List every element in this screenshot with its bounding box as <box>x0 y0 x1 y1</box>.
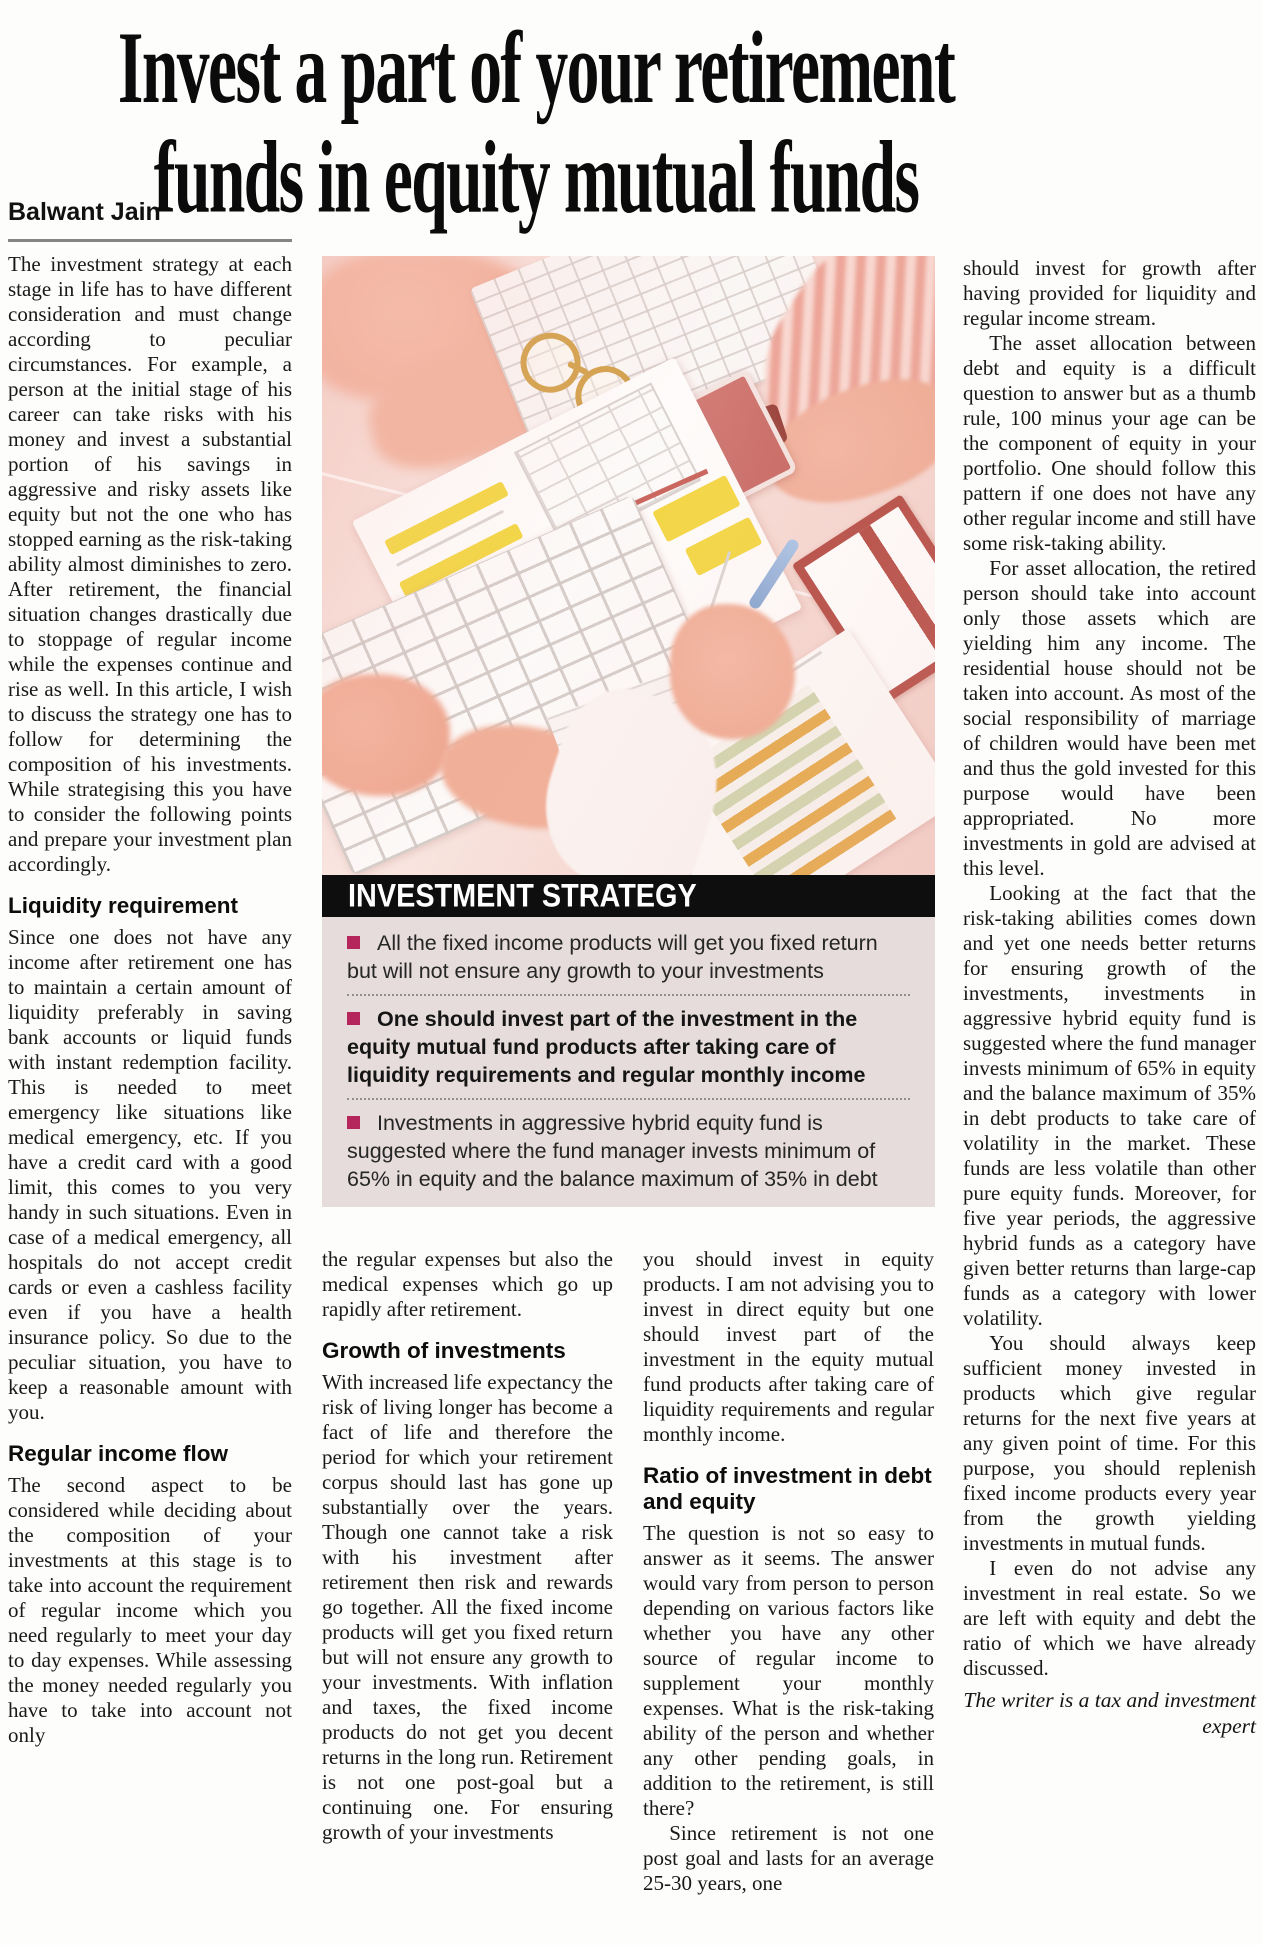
writer-credit: The writer is a tax and investment expert <box>963 1688 1256 1738</box>
strategy-box <box>322 917 935 1207</box>
paragraph: Since retirement is not one post goal and lasts for an average 25-30 years, one <box>643 1821 934 1895</box>
paragraph: The second aspect to be considered while deciding about the composition of your investments at this stage is to take into account the requirement of regular income which you need regularly to meet your day to day expenses. While assessing the money needed regularly you have to take into account not only <box>8 1473 292 1747</box>
paragraph: should invest for growth after having provided for liquidity and regular income stream. <box>963 256 1256 330</box>
paragraph: The asset allocation between debt and equity is a difficult question to answer but as a thumb rule, 100 minus your age can be the component of equity in your portfolio. One should follow this pattern if one does not have any other regular income and still have some risk-taking ability. <box>963 331 1256 555</box>
article-photo <box>322 256 935 875</box>
paragraph: For asset allocation, the retired person should take into account only those assets which are yielding him any income. The residential house should not be taken into account. As most of the social responsibility of marriage of children would have been met and thus the gold invested for this purpose would have been appropriated. No more investments in gold are advised at this level. <box>963 556 1256 880</box>
paragraph: you should invest in equity products. I am not advising you to invest in direct equity but one should invest part of the investment in the equity mutual fund products after taking care of liquidity requirements and regular monthly income. <box>643 1247 934 1446</box>
column-1 <box>8 198 292 1748</box>
article-title-line1: Invest a part of your retirement <box>117 11 955 126</box>
article-title-line2: funds in equity mutual funds <box>153 121 919 235</box>
paragraph: With increased life expectancy the risk of living longer has become a fact of life and therefore the period for which your retirement corpus should last has gone up substantially over the years. Though one cannot take a risk with his investment after retirement then risk and rewards go together. All the fixed income products will get you fixed return but will not ensure any growth to your investments. With inflation and taxes, the fixed income products do not get you decent returns in the long run. Retirement is not one post-goal but a continuing one. For ensuring growth of your investments <box>322 1370 613 1844</box>
dotted-separator <box>347 994 910 996</box>
section-heading-ratio: Ratio of investment in debt and equity <box>643 1463 932 1514</box>
strategy-bullet-2-text: One should invest part of the investment in the equity mutual fund products after taking care of liquidity requirements and regular monthly income <box>347 1007 866 1087</box>
paragraph: The investment strategy at each stage in life has to have different consideration and must change according to peculiar circumstances. For example, a person at the initial stage of his career can take risks with his money and invest a substantial portion of his savings in aggressive and risky assets like equity but not the one who has stopped earning as the risk-taking ability almost diminishes to zero. After retirement, the financial situation changes drastically due to stoppage of regular income while the expenses continue and rise as well. In this article, I wish to discuss the strategy one has to follow for determining the composition of his investments. While strategising this you have to consider the following points and prepare your investment plan accordingly. <box>8 252 292 876</box>
strategy-header-title: INVESTMENT STRATEGY <box>348 877 697 914</box>
byline-rule <box>8 239 292 242</box>
photo-hand-holding-pen <box>670 604 795 739</box>
paragraph: the regular expenses but also the medical expenses which go up rapidly after retirement. <box>322 1247 613 1321</box>
dotted-separator <box>347 1098 910 1100</box>
strategy-bullet-3-text: Investments in aggressive hybrid equity fund is suggested where the fund manager invests minimum of 65% in equity and the balance maximum of 35% in debt <box>347 1111 878 1191</box>
photo-hand-bottom-left <box>322 674 450 796</box>
center-block <box>322 256 935 1896</box>
column-2 <box>322 1247 613 1896</box>
paragraph: Since one does not have any income after retirement one has to maintain a certain amount of liquidity preferably in saving bank accounts or liquid funds with instant redemption facility. This is needed to meet emergency like situations like medical emergency, etc. If you have a credit card with a good limit, this comes to you very handy in such situations. Even in case of a medical emergency, all hospitals do not accept credit cards or even a cashless facility even if you have a health insurance policy. So due to the peculiar situation, you have to keep a reasonable amount with you. <box>8 925 292 1424</box>
strategy-bullet-3 <box>347 1109 910 1193</box>
strategy-header-bar <box>322 875 935 917</box>
middle-columns <box>322 1247 935 1896</box>
square-bullet-icon <box>347 936 360 949</box>
paragraph: Looking at the fact that the risk-taking abilities comes down and yet one needs better returns for ensuring growth of the investments, investments in aggressive hybrid equity fund is suggested where the fund manager invests minimum of 65% in equity and the balance maximum of 35% in debt products to take care of volatility in the market. These funds are less volatile than other pure equity funds. Moreover, for five year periods, the aggressive hybrid funds as a category have given better returns than large-cap funds as a category with lower volatility. <box>963 881 1256 1330</box>
section-heading-growth: Growth of investments <box>322 1338 566 1363</box>
column-3 <box>643 1247 934 1896</box>
square-bullet-icon <box>347 1116 360 1129</box>
section-heading-regular-income: Regular income flow <box>8 1441 229 1466</box>
section-heading-liquidity: Liquidity requirement <box>8 893 239 918</box>
strategy-bullet-1-text: All the fixed income products will get you fixed return but will not ensure any growth to your investments <box>347 931 878 983</box>
paragraph: The question is not so easy to answer as it seems. The answer would vary from person to person depending on various factors like whether you have any other source of regular income to supplement your monthly expenses. What is the risk-taking ability of the person and whether any other pending goals, in addition to the retirement, is still there? <box>643 1521 934 1820</box>
byline: Balwant Jain <box>8 198 161 226</box>
strategy-bullet-1 <box>347 929 910 985</box>
square-bullet-icon <box>347 1012 360 1025</box>
column-4 <box>963 256 1256 1739</box>
paragraph: You should always keep sufficient money invested in products which give regular returns for the next five years at any given point of time. For this purpose, you should replenish fixed income products every year from the growth yielding investments in mutual funds. <box>963 1331 1256 1555</box>
strategy-bullet-2 <box>347 1005 910 1089</box>
paragraph: I even do not advise any investment in real estate. So we are left with equity and debt the ratio of which we have already discussed. <box>963 1556 1256 1680</box>
